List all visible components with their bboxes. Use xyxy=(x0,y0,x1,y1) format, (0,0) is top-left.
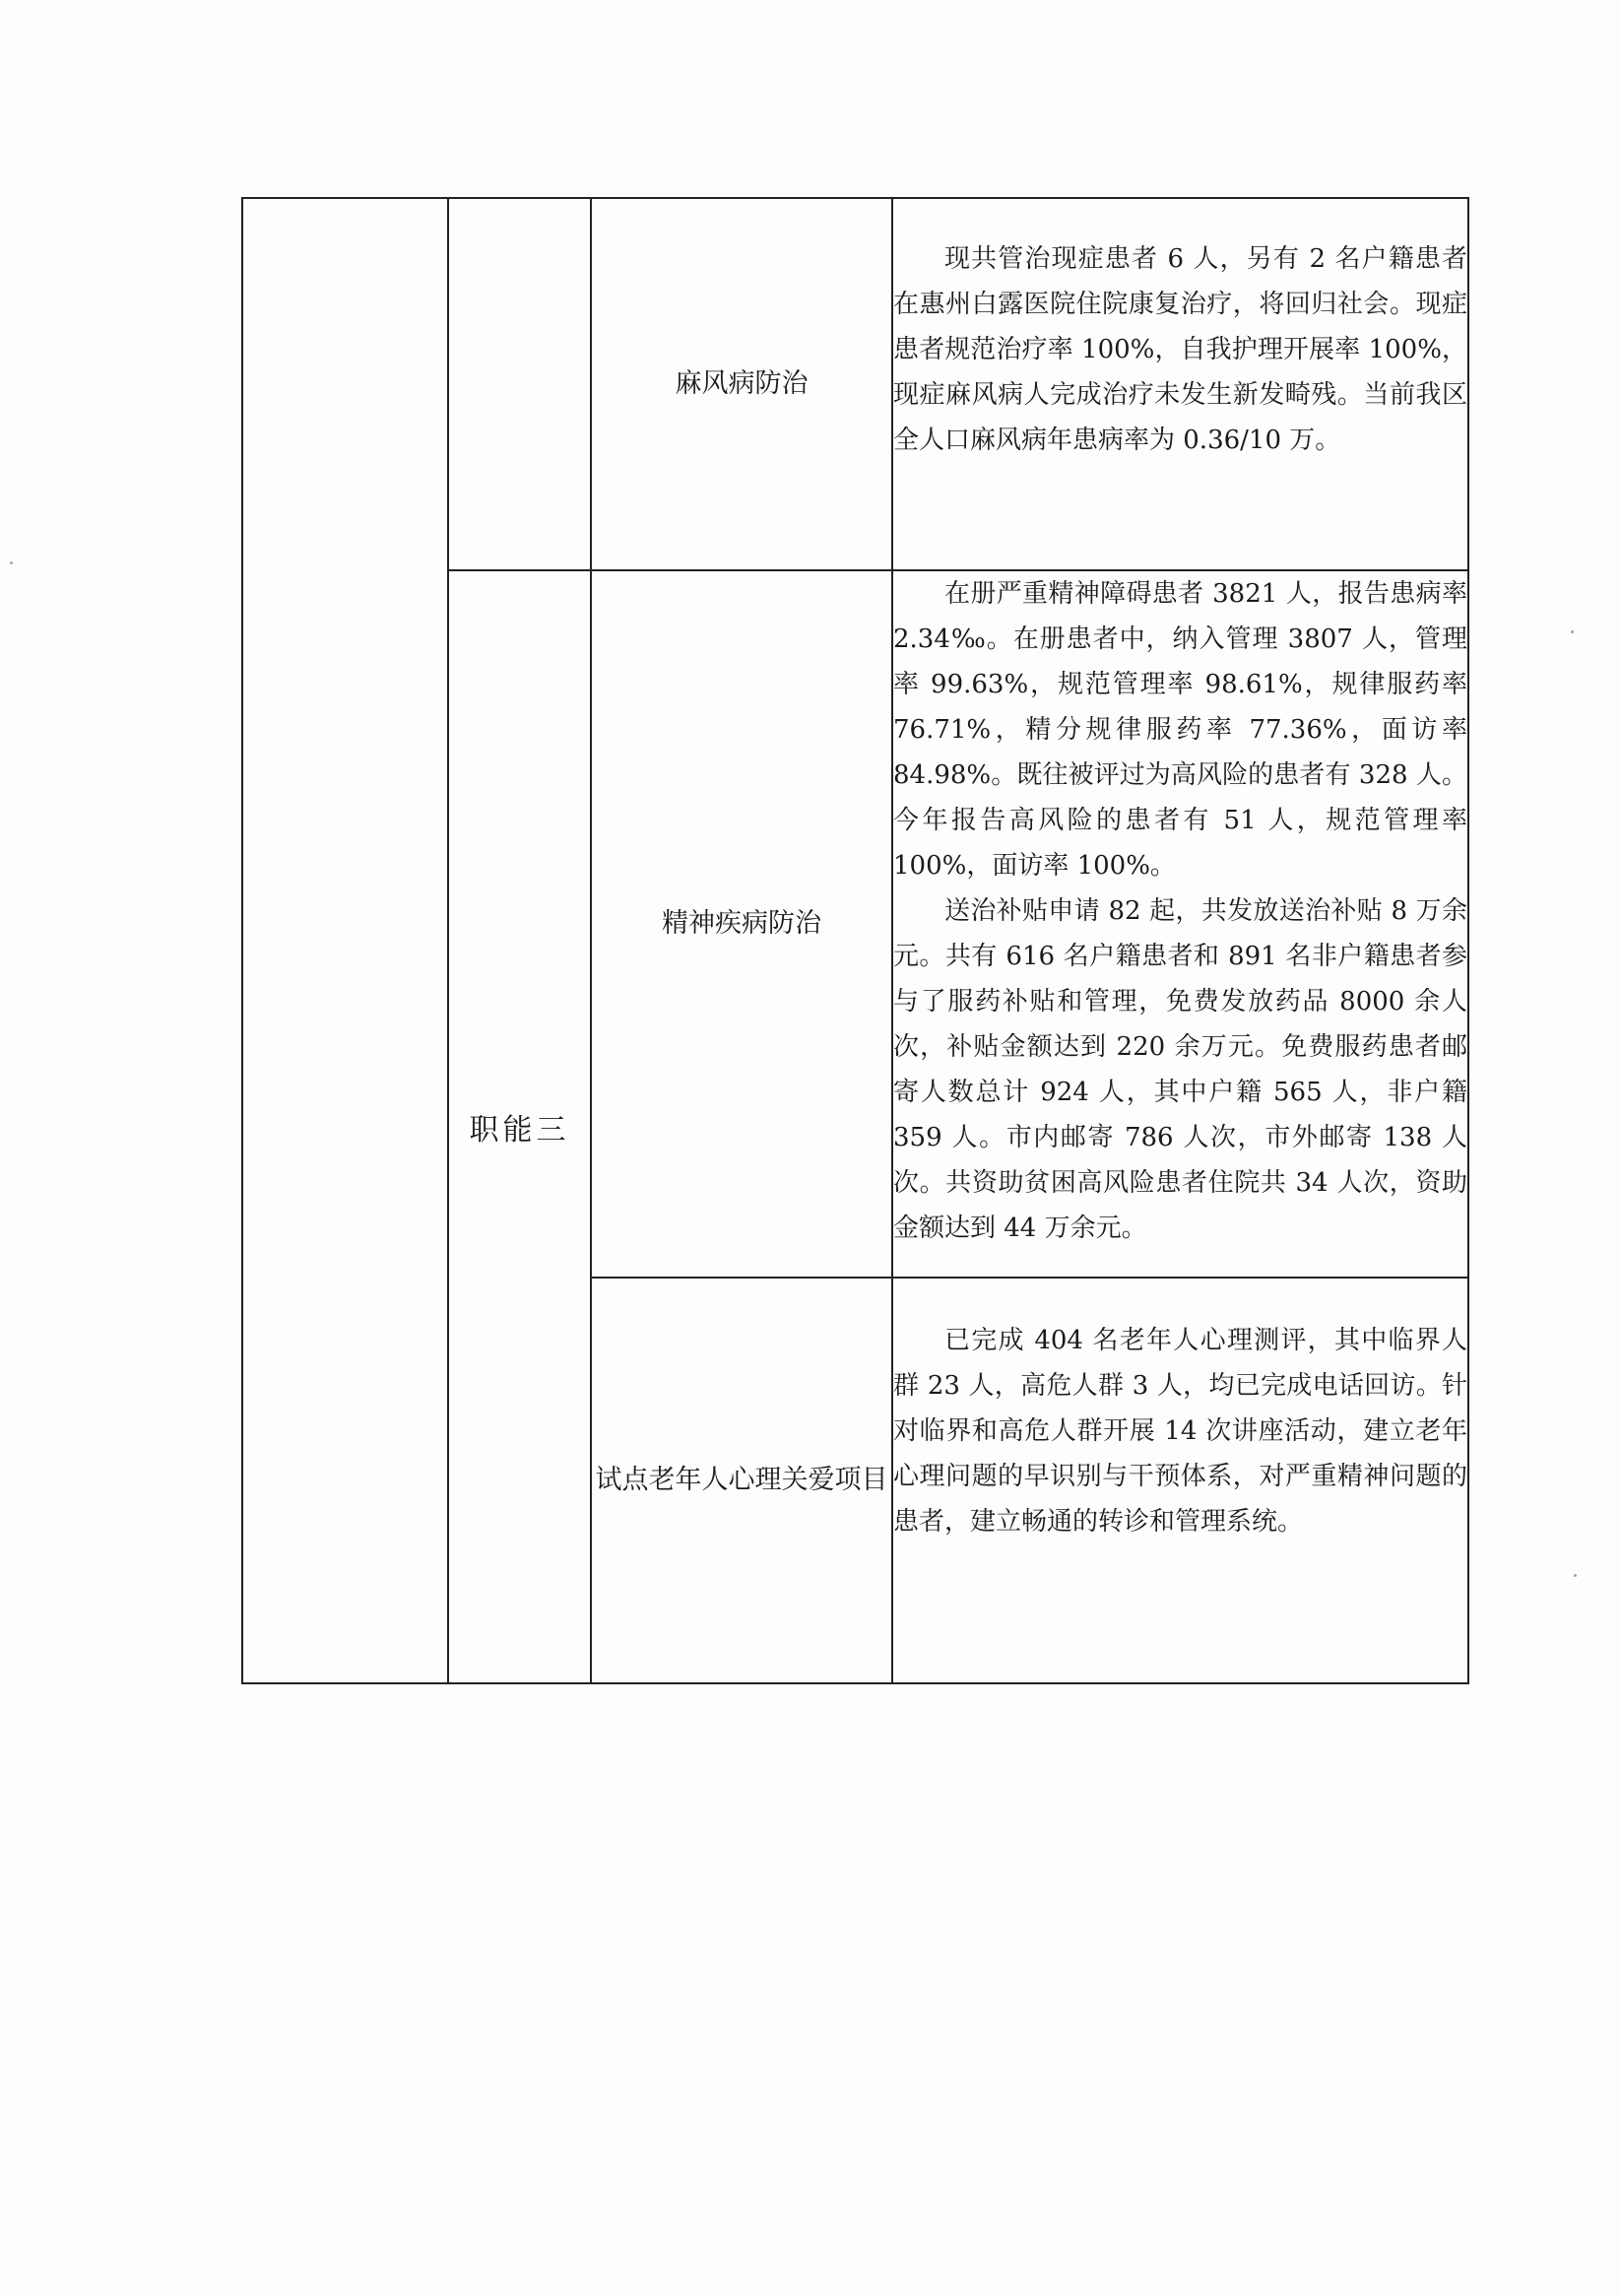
function-label-cell: 职能三 xyxy=(448,570,591,1683)
table-row xyxy=(242,198,1468,570)
item-content-cell xyxy=(892,1278,1468,1683)
item-name-cell: 麻风病防治 xyxy=(591,198,892,570)
scan-speck xyxy=(1574,1574,1577,1577)
content-paragraph: 在册严重精神障碍患者 3821 人，报告患病率 2.34‰。在册患者中，纳入管理 3807 人，管理率 99.63%，规范管理率 98.61%，规律服药率 76.71%，精分规律服药率 77.36%，面访率 84.98%。既往被评过为高风险的患者有 328 人。今年报告高风险的患者有 51 人，规范管理率 100%，面访率 100%。 xyxy=(893,579,1467,881)
work-report-table xyxy=(241,197,1469,1684)
item-content-cell xyxy=(892,570,1468,1278)
content-paragraph: 送治补贴申请 82 起，共发放送治补贴 8 万余元。共有 616 名户籍患者和 891 名非户籍患者参与了服药补贴和管理，免费发放药品 8000 余人次，补贴金额达到 220 余万元。免费服药患者邮寄人数总计 924 人，其中户籍 565 人，非户籍 359 人。市内邮寄 786 人次，市外邮寄 138 人次。共资助贫困高风险患者住院共 34 人次，资助金额达到 44 万余元。 xyxy=(893,896,1467,1243)
empty-function-cell xyxy=(448,198,591,570)
item-name-cell: 精神疾病防治 xyxy=(591,570,892,1278)
empty-category-cell xyxy=(242,198,448,1683)
item-name-cell: 试点老年人心理关爱项目 xyxy=(591,1278,892,1683)
item-content-cell xyxy=(892,198,1468,570)
content-paragraph: 已完成 404 名老年人心理测评，其中临界人群 23 人，高危人群 3 人，均已完成电话回访。针对临界和高危人群开展 14 次讲座活动，建立老年心理问题的早识别与干预体系，对严重精神问题的患者，建立畅通的转诊和管理系统。 xyxy=(893,1326,1467,1537)
scan-speck xyxy=(1571,630,1574,633)
scan-speck xyxy=(10,561,13,564)
content-paragraph: 现共管治现症患者 6 人，另有 2 名户籍患者在惠州白露医院住院康复治疗，将回归社会。现症患者规范治疗率 100%，自我护理开展率 100%，现症麻风病人完成治疗未发生新发畸残。当前我区全人口麻风病年患病率为 0.36/10 万。 xyxy=(893,244,1467,455)
